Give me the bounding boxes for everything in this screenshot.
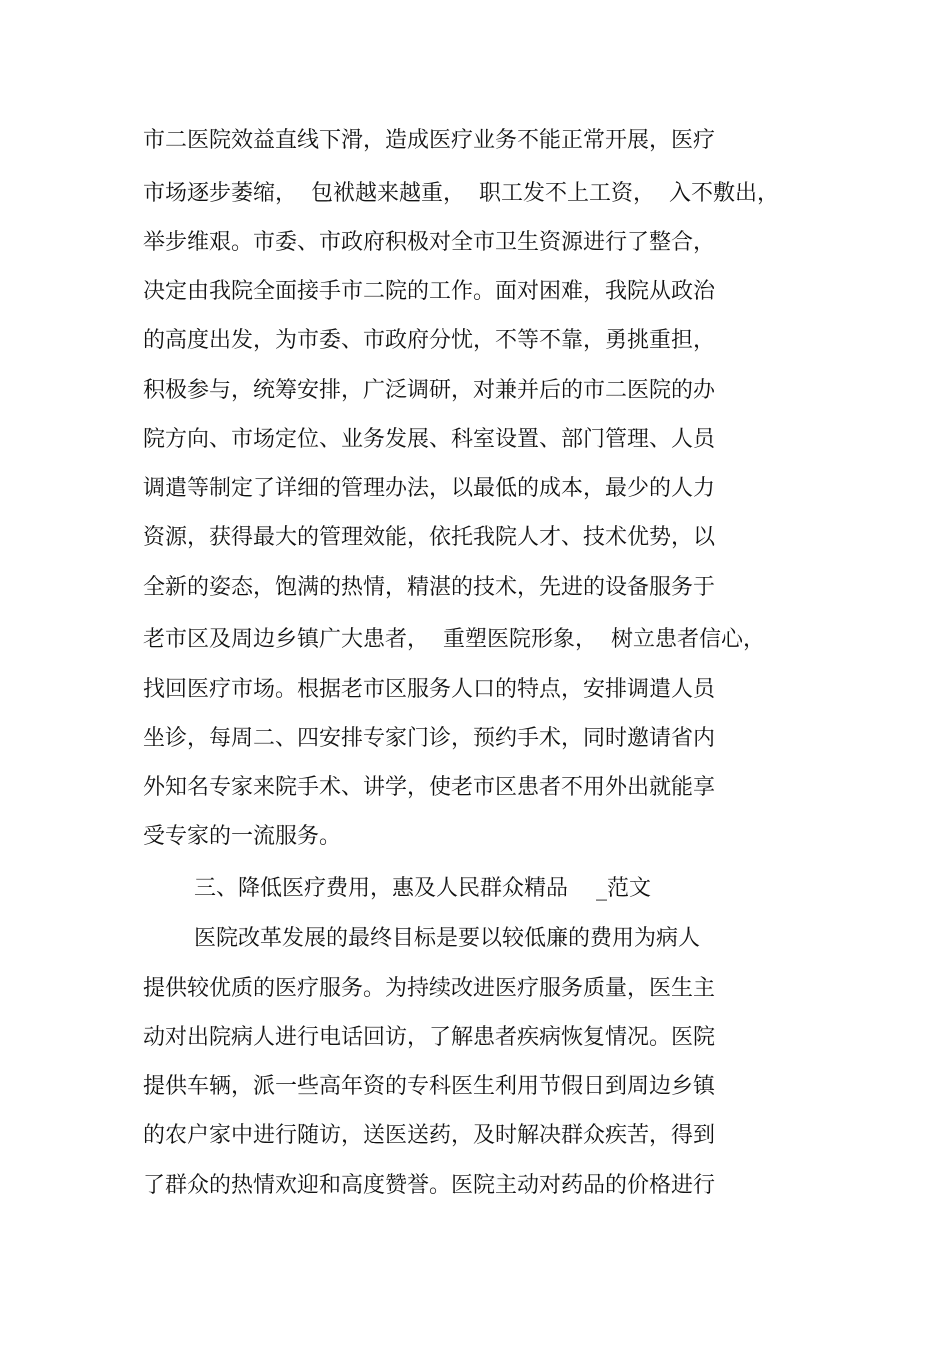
text-line: 坐诊，每周二、四安排专家门诊，预约手术，同时邀请省内 <box>143 726 716 751</box>
text-line: 全新的姿态，饱满的热情，精湛的技术，先进的设备服务于 <box>143 575 716 600</box>
text-line: 受专家的一流服务。 <box>143 824 342 849</box>
text-line: 举步维艰。市委、市政府积极对全市卫生资源进行了整合， <box>143 230 716 255</box>
text-line: 外知名专家来院手术、讲学，使老市区患者不用外出就能享 <box>143 775 716 800</box>
text-line: 的高度出发，为市委、市政府分忧，不等不靠，勇挑重担， <box>143 328 716 353</box>
text-line: 院方向、市场定位、业务发展、科室设置、部门管理、人员 <box>143 427 716 452</box>
paragraph-first-line: 医院改革发展的最终目标是要以较低廉的费用为病人 <box>194 926 701 951</box>
text-line: 动对出院病人进行电话回访，了解患者疾病恢复情况。医院 <box>143 1025 716 1050</box>
text-line: 决定由我院全面接手市二院的工作。面对困难，我院从政治 <box>143 279 716 304</box>
text-line: 市二医院效益直线下滑，造成医疗业务不能正常开展，医疗 <box>143 128 716 153</box>
text-line: 的农户家中进行随访，送医送药，及时解决群众疾苦，得到 <box>143 1123 716 1148</box>
text-line: 资源，获得最大的管理效能，依托我院人才、技术优势，以 <box>143 525 716 550</box>
text-line: 提供车辆，派一些高年资的专科医生利用节假日到周边乡镇 <box>143 1074 716 1099</box>
text-line: 调遣等制定了详细的管理办法，以最低的成本，最少的人力 <box>143 476 716 501</box>
text-line: 积极参与，统筹安排，广泛调研，对兼并后的市二医院的办 <box>143 378 716 403</box>
text-line: 老市区及周边乡镇广大患者， 重塑医院形象， 树立患者信心， <box>143 627 765 652</box>
text-line: 了群众的热情欢迎和高度赞誉。医院主动对药品的价格进行 <box>143 1173 716 1198</box>
text-line: 市场逐步萎缩， 包袱越来越重， 职工发不上工资， 入不敷出， <box>143 181 779 206</box>
section-heading: 三、降低医疗费用，惠及人民群众精品 _范文 <box>194 876 651 901</box>
text-line: 找回医疗市场。根据老市区服务人口的特点，安排调遣人员 <box>143 677 716 702</box>
text-line: 提供较优质的医疗服务。为持续改进医疗服务质量，医生主 <box>143 976 716 1001</box>
